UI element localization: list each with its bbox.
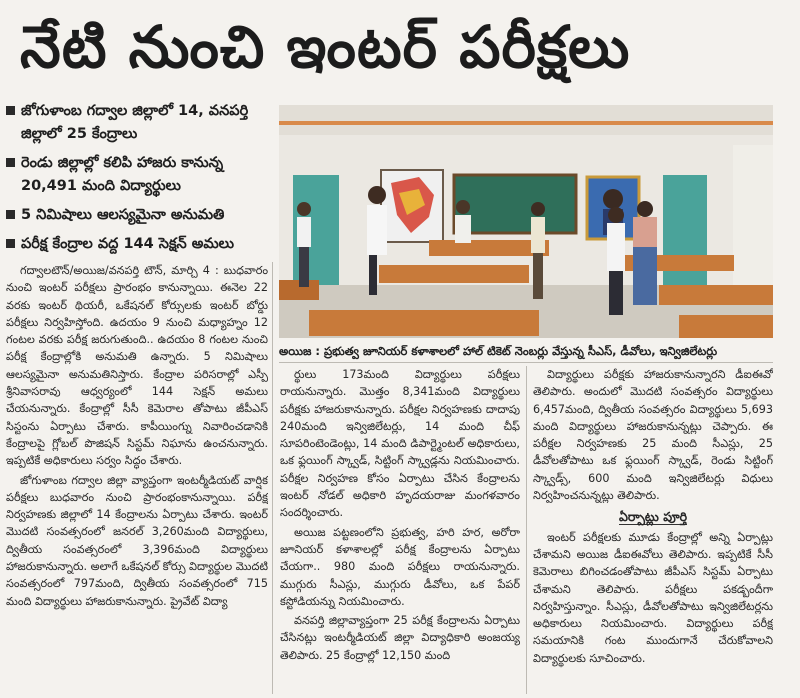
article-paragraph: వనపర్తి జిల్లావ్యాప్తంగా 25 పరీక్ష కేంద్రాలను ఏర్పాటు చేసినట్లు ఇంటర్మీడియట్ జిల్లా విద్యాధికారి అంజయ్య తెలిపారు. 25 కేంద్రాల్లో 12,150 మంది: [280, 614, 520, 662]
classroom-illustration: [279, 105, 773, 338]
highlight-item: [6, 204, 272, 227]
subheading-text: ఏర్పాట్లు పూర్తి: [618, 509, 688, 525]
headline: నేటి నుంచి ఇంటర్ పరీక్షలు: [20, 13, 631, 81]
article-paragraph: అయిజ పట్టణంలోని ప్రభుత్వ, హరి హర, అరోరా జూనియర్ కళాశాలల్లో పరీక్ష కేంద్రాలను ఏర్పాటు చేయగా.. 980 మంది పరీక్షలు రాయనున్నారు. ముగ్గురు సీఎస్లు, ముగ్గురు డీవోలు, ఒక పేపర్ కస్టోడియన్ను నియమించారు.: [280, 525, 520, 608]
bullet-square-icon: [6, 158, 15, 167]
article-paragraph: ర్థులు 173మంది విద్యార్థులు పరీక్షలు రాయనున్నారు. మొత్తం 8,341మంది విద్యార్థులు పరీక్షకు హాజరుకానున్నారు. పరీక్షల నిర్వహణకు దాదాపు 240మంది ఇన్విజిలేటర్లు, 14 మంది చీఫ్ సూపరింటెండెంట్లు, 14 మంది డిపార్ట్మెంటల్ అధికారులు, ఒక ఫ్లయింగ్ స్క్వాడ్, సిట్టింగ్ స్క్వాడ్లను నియమించారు. పరీక్షల నిర్వహణ కోసం ఏర్పాటు చేసిన కేంద్రాలను ఇంటర్ నోడల్ అధికారి హృదయరాజు మంగళవారం సందర్శించారు.: [280, 368, 520, 520]
column-divider: [272, 262, 273, 694]
highlight-item: [6, 100, 272, 146]
bullet-square-icon: [6, 106, 15, 115]
highlight-text: రెండు జిల్లాల్లో కలిపి హాజరు కానున్న 20,491 మంది విద్యార్థులు: [21, 155, 224, 194]
column-divider: [526, 366, 527, 694]
article-column-3: [533, 366, 773, 694]
highlight-text: జోగుళాంబ గద్వాల జిల్లాలో 14, వనపర్తి జిల్లాలో 25 కేంద్రాలు: [21, 103, 249, 142]
caption-divider: [279, 362, 773, 363]
bullet-square-icon: [6, 239, 15, 248]
article-column-2: [280, 366, 520, 694]
article-paragraph: గద్వాలటౌన్/అయిజ/వనపర్తి టౌన్, మార్చి 4 : బుధవారం నుంచి ఇంటర్ పరీక్షలు ప్రారంభం కానున్నాయి. ఈనెల 22 వరకు ఇంటర్ థియరీ, ఒకేషనల్ కోర్సులకు ఇంటర్ బోర్డు పరీక్షలు నిర్వహిస్తోంది. ఉదయం 9 నుంచి మధ్యాహ్నం 12 గంటల వరకు పరీక్ష జరుగుతుంది.. ఉదయం 8 గంటల నుంచి పరీక్ష కేంద్రాల్లోకి అనుమతి ఉన్నారు. 5 నిమిషాలు ఆలస్యమైనా అనుమతినిస్తారు. కేంద్రాల పరిసరాల్లో ఎస్పీ శ్రీనివాసరావు ఆధ్వర్యంలో 144 సెక్షన్ అమలు చేయనున్నారు. కేంద్రాల్లో సీసీ కెమెరాల తోపాటు జీపీఎస్ సిస్టంను ఏర్పాటు చేశారు. కాపీయింగ్ను నివారించడానికి కేంద్రాలపై గ్లోబల్ పొజిషన్ సిస్టమ్ నిఘాను ఉంచనున్నారు. ఇప్పటికే అధికారులు సర్వం సిద్ధం చేశారు.: [6, 264, 268, 468]
classroom-photo: [279, 105, 773, 338]
photo-caption: అయిజ : ప్రభుత్వ జూనియర్ కళాశాలలో హాల్ టికెట్ నెంబర్లు వేస్తున్న సీఎస్, డీవోలు, ఇన్విజిలేటర్లు: [279, 344, 718, 358]
bullet-square-icon: [6, 210, 15, 219]
highlight-item: [6, 233, 272, 256]
article-paragraph: జోగుళాంబ గద్వాల జిల్లా వ్యాప్తంగా ఇంటర్మీడియట్ వార్షిక పరీక్షలు బుధవారం నుంచి ప్రారంభంకానున్నాయి. పరీక్ష నిర్వహణకు జిల్లాలో 14 కేంద్రాలను ఏర్పాటు చేశారు. ఇంటర్ మొదటి సంవత్సరంలో జనరల్ 3,260మంది విద్యార్థులు, ద్వితీయ సంవత్సరంలో 3,396మంది విద్యార్థులు హాజరుకానున్నారు. అలాగే ఒకేషనల్ కోర్సు విద్యార్థుల మొదటి సంవత్సరంలో 797మంది, ద్వితీయ సంవత్సరంలో 715 మంది విద్యార్థులు హాజరుకానున్నారు. ప్రైవేట్ విద్యా: [6, 473, 268, 608]
highlight-item: [6, 152, 272, 198]
article-paragraph: ఇంటర్ పరీక్షలకు మూడు కేంద్రాల్లో అన్ని ఏర్పాట్లు చేశామని అయిజ డీఐఈవోలు తెలిపారు. ఇప్పటికే సీసీ కెమెరాలు బిగించడంతోపాటు జీపీఎస్ సిస్టమ్ ఏర్పాటు చేశామని తెలిపారు. పరీక్షలు పకడ్బందీగా నిర్వహిస్తున్నాం. సీఎస్లు, డీవోలతోపాటు ఇన్విజిలేటర్లను అధికారులు నియమించారు. విద్యార్థులు పరీక్ష సమయానికి గంట ముందుగానే చేరుకోవాలని విద్యార్థులకు సూచించారు.: [533, 530, 773, 665]
article-column-1: [6, 262, 268, 694]
article-paragraph: విద్యార్థులు పరీక్షకు హాజరుకానున్నారని డీఐఈవో తెలిపారు. అందులో మొదటి సంవత్సరం విద్యార్థులు 6,457మంది, ద్వితీయ సంవత్సరం విద్యార్థులు 5,693 మంది విద్యార్థులు హాజరుకానున్నట్లు చెప్పారు. ఈ పరీక్షల నిర్వహణకు 25 మంది సీఎస్లు, 25 డీవోలతోపాటు ఒక ఫ్లయింగ్ స్క్వాడ్, రెండు సిట్టింగ్ స్క్వాడ్స్, 600 మంది ఇన్విజిలేటర్లు విధులు నిర్వహించనున్నట్లు తెలిపారు.: [533, 368, 773, 503]
highlight-text: 5 నిమిషాలు ఆలస్యమైనా అనుమతి: [21, 207, 225, 223]
section-subheading: [533, 508, 773, 525]
highlights-list: [6, 100, 272, 262]
highlight-text: పరీక్ష కేంద్రాల వద్ద 144 సెక్షన్ అమలు: [21, 236, 234, 252]
